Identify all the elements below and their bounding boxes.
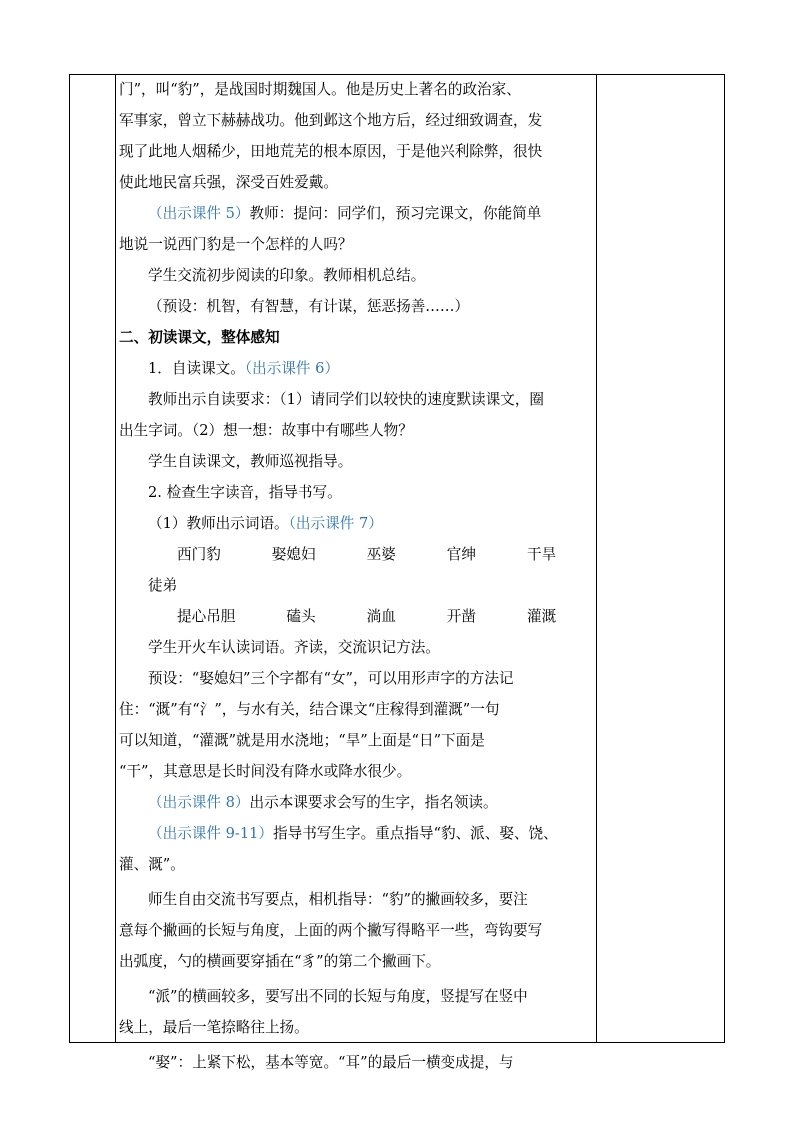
courseware-ref: （出示课件 7） [288, 515, 383, 532]
question-line: 地说一说西门豹是一个怎样的人吗？ [119, 236, 353, 253]
section-heading: 二、初读课文，整体感知 [119, 329, 280, 346]
vocab-word: 干旱 [527, 546, 557, 563]
words-intro: （1）教师出示词语。（出示课件 7） [148, 515, 383, 532]
vocab-row-2 [119, 601, 589, 632]
intro-line: 现了此地人烟稀少，田地荒芜的根本原因，于是他兴利除弊，很快 [119, 143, 543, 160]
preset-line: 可以知道，“灌溉”就是用水浇地；“旱”上面是“日”下面是 [119, 732, 485, 749]
question-paragraph: （出示课件 5）教师：提问：同学们，预习完课文，你能简单 [148, 205, 542, 222]
step-1: 1．自读课文。（出示课件 6） [148, 360, 340, 377]
vocab-word: 提心吊胆 [177, 608, 236, 625]
pai-guide-cont: 线上，最后一笔捺略往上扬。 [119, 1019, 309, 1036]
courseware-ref: （出示课件 6） [244, 360, 340, 377]
vocab-word: 灌溉 [527, 608, 557, 625]
reading-requirement: 教师出示自读要求：（1）请同学们以较快的速度默读课文，圈 [148, 391, 545, 408]
vocab-word: 徒弟 [148, 577, 178, 594]
lesson-content [119, 74, 589, 1078]
preset-line: “干”，其意思是长时间没有降水或降水很少。 [119, 763, 412, 780]
self-read-text: 学生自读课文，教师巡视指导。 [148, 453, 353, 470]
courseware-9-cont: 灌、溉”。 [119, 856, 185, 873]
courseware-ref: （出示课件 9-11） [148, 825, 273, 842]
vocab-word: 开凿 [446, 608, 476, 625]
preset-paragraph: 预设：“娶媳妇”三个字都有“女”，可以用形声字的方法记 [148, 670, 514, 687]
writing-guide-cont: 出弧度，勺的横画要穿插在“豸”的第二个撇画下。 [119, 953, 441, 970]
vocab-word: 娶媳妇 [271, 546, 316, 563]
vocab-word: 磕头 [286, 608, 316, 625]
vocab-row-1 [119, 539, 589, 601]
vocab-word: 淌血 [366, 608, 396, 625]
exchange-text: 学生交流初步阅读的印象。教师相机总结。 [148, 267, 426, 284]
vocab-word: 巫婆 [366, 546, 396, 563]
intro-line: 门”，叫“豹”，是战国时期魏国人。他是历史上著名的政治家、 [119, 81, 521, 98]
courseware-ref: （出示课件 8） [148, 794, 250, 811]
preset-line: 住：“溉”有“氵”，与水有关，结合课文“庄稼得到灌溉”一句 [119, 701, 500, 718]
vocab-word: 西门豹 [177, 546, 221, 563]
column-divider-left [115, 75, 116, 1042]
train-read-text: 学生开火车认读词语。齐读，交流识记方法。 [148, 639, 440, 656]
writing-guide-cont: 意每个撇画的长短与角度，上面的两个撇写得略平一些，弯钩要写 [119, 922, 543, 939]
intro-line: 军事家，曾立下赫赫战功。他到邺这个地方后，经过细致调查，发 [119, 112, 543, 129]
column-divider-right [596, 75, 597, 1042]
vocab-word: 官绅 [446, 546, 476, 563]
qu-guide: “娶”：上紧下松，基本等宽。“耳”的最后一横变成提，与 [148, 1054, 514, 1071]
courseware-ref: （出示课件 5） [148, 205, 250, 222]
writing-guide: 师生自由交流书写要点，相机指导：“豹”的撇画较多，要注 [148, 891, 528, 908]
intro-line: 使此地民富兵强，深受百姓爱戴。 [119, 174, 338, 191]
preset-text: （预设：机智，有智慧，有计谋，惩恶扬善……） [148, 298, 470, 315]
step-2: 2. 检查生字读音，指导书写。 [148, 484, 342, 501]
courseware-9-line: （出示课件 9-11）指导书写生字。重点指导“豹、派、娶、饶、 [148, 825, 558, 842]
reading-requirement-cont: 出生字词。（2）想一想：故事中有哪些人物？ [119, 422, 413, 439]
courseware-8-line: （出示课件 8）出示本课要求会写的生字，指名领读。 [148, 794, 498, 811]
pai-guide: “派”的横画较多，要写出不同的长短与角度，竖提写在竖中 [148, 988, 528, 1005]
